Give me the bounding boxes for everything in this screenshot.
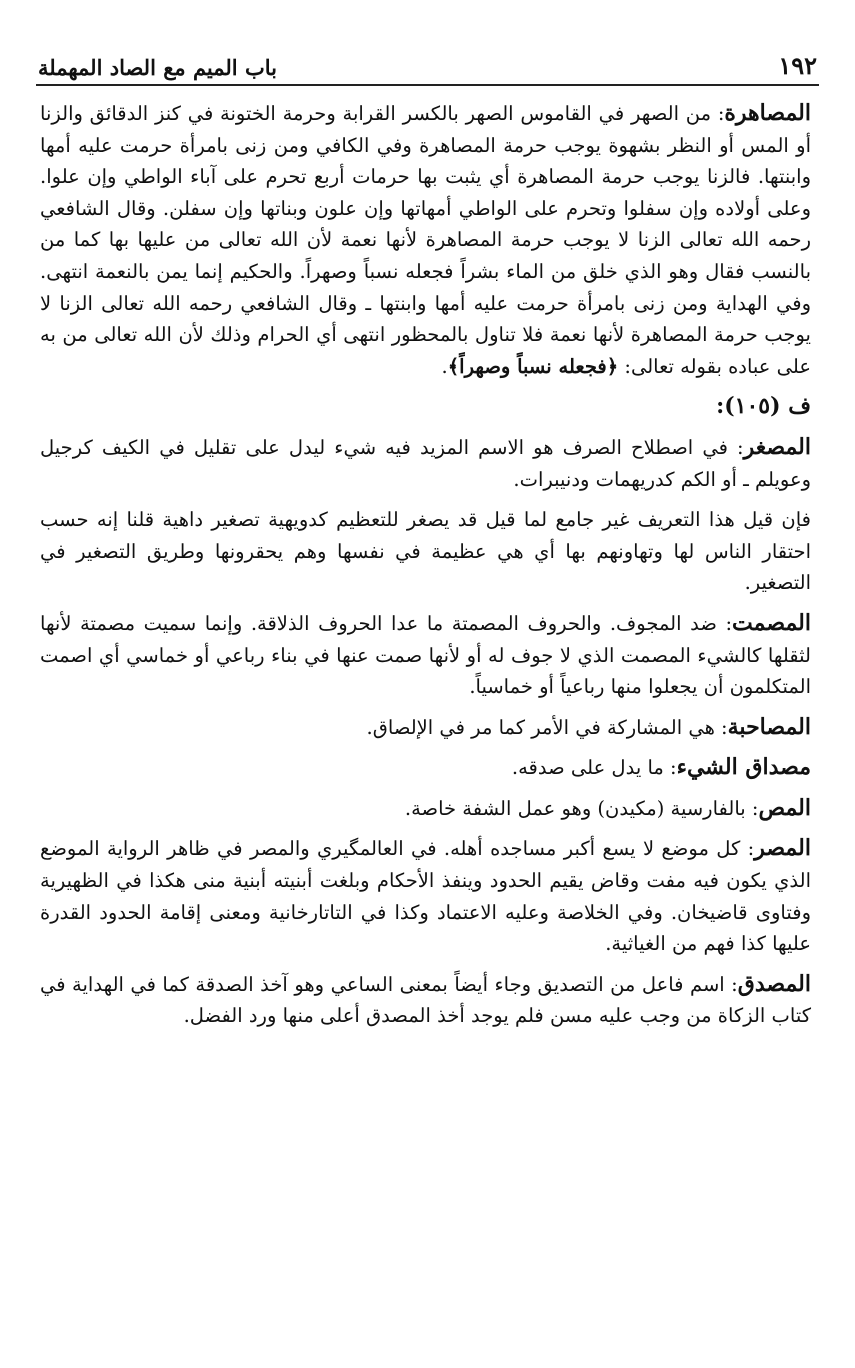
entry-text: اسم فاعل من التصديق وجاء أيضاً بمعنى الساعي وهو آخذ الصدقة كما في الهداية في كتاب الزكاة من وجب عليه مسن فلم يوجد أخذ المصدق أعلى منها ورد الفضل. <box>40 972 811 1028</box>
page-header <box>38 40 817 80</box>
entry-musaddiq <box>40 969 811 1032</box>
entry-text: من الصهر في القاموس الصهر بالكسر القرابة وحرمة الختونة في كنز الدقائق والزنا أو المس أو النظر بشهوة يوجب حرمة المصاهرة وفي الكافي ومن زنى بامرأة حرمت عليه أمها وابنتها. فالزنا يوجب حرمة المصاهرة أي يثبت بها حرمات أربع تحرم على آباء الواطي وإن علوا. وعلى أولاده وإن سفلوا وتحرم على الواطي أمهاتها وإن علون وبناتها وإن سفلن. وقال الشافعي رحمه الله تعالى الزنا لا يوجب حرمة المصاهرة لأنها نعمة لأن الله تعالى من عليها بها كما من بالنسب فقال وهو الذي خلق من الماء بشراً فجعله نسباً وصهراً. والحكيم إنما يمن بالنعمة انتهى. وفي الهداية ومن زنى بامرأة حرمت عليه أمها وابنتها ـ وقال الشافعي رحمه الله تعالى الزنا لا يوجب حرمة المصاهرة لأنها نعمة فلا تناول بالمحظور انتهى أي الحرام وذلك لأن الله تعالى من به على عباده بقوله تعالى: <box>40 102 811 378</box>
entry-musmat <box>40 608 811 703</box>
entry-text: ما يدل على صدقه. <box>511 756 664 780</box>
entry-separator: : <box>740 837 755 861</box>
entry-separator: : <box>663 756 677 780</box>
entry-separator: : <box>711 102 725 125</box>
entry-mass <box>40 793 811 825</box>
entry-term: المصر <box>754 835 811 862</box>
entry-text: هي المشاركة في الأمر كما مر في الإلصاق. <box>366 715 715 739</box>
entry-text: في اصطلاح الصرف هو الاسم المزيد فيه شيء ليدل على تقليل في الكيف كرجيل وعويلم ـ أو الكم كدريهمات ودنيبرات. <box>40 435 811 491</box>
page-number: ١٩٢ <box>778 51 817 80</box>
entry-text: فإن قيل هذا التعريف غير جامع لما قيل قد يصغر للتعظيم كدويهية تصغير داهية قلنا إنه حسب احتقار الناس لها وتهاونهم بها أي هي عظيمة في نفسها وهم يحقرونها وطريق التصغير في التصغير. <box>40 508 811 595</box>
entry-separator: : <box>716 611 733 635</box>
header-rule <box>36 84 819 86</box>
entry-musahara <box>40 98 811 382</box>
entry-term: المصاهرة <box>724 100 811 126</box>
entry-text: كل موضع لا يسع أكبر مساجده أهله. في العالمگيري والمصر في ظاهر الرواية الموضع الذي يكون فيه مفت وقاض يقيم الحدود وينفذ الأحكام وبلغت أبنيته أبنية منى هكذا في الظهيرية وفتاوى قاضيخان. وفي الخلاصة وعليه الاعتماد وكذا في التاتارخانية ومعنى إقامة الحدود القدرة عليها كذا فهم من الغياثية. <box>40 837 811 956</box>
quran-quote: ﴿فجعله نسباً وصهراً﴾ <box>447 354 619 378</box>
entry-term: المصاحبة <box>727 713 811 740</box>
entry-misr <box>40 833 811 959</box>
section-heading <box>40 391 811 423</box>
entry-separator: : <box>724 972 738 996</box>
entry-tail: . <box>441 354 448 378</box>
entry-separator: : <box>745 796 759 820</box>
entry-separator: : <box>714 715 728 739</box>
entry-text: ضد المجوف. والحروف المصمتة ما عدا الحروف الذلاقة. وإنما سميت مصمتة لأنها لثقلها كالشيء المصمت الذي لا جوف له أو لأنها صمت عنها في بناء رباعي أو خماسي أي اصمت المتكلمون أن يجعلوا منها رباعياً أو خماسياً. <box>40 611 811 699</box>
entry-misdaq <box>40 752 811 784</box>
entry-musaghar <box>40 432 811 495</box>
entry-musahaba <box>40 712 811 744</box>
section-number: ف (١٠٥): <box>716 393 811 420</box>
entry-term: المص <box>758 794 811 821</box>
entry-text: بالفارسية (مكيدن) وهو عمل الشفة خاصة. <box>404 796 746 820</box>
entry-term: المصمت <box>732 609 811 636</box>
entry-separator: : <box>727 435 744 459</box>
entry-term: المصغر <box>743 433 811 460</box>
entry-term: المصدق <box>737 970 811 997</box>
entry-musaghar-note <box>40 504 811 599</box>
page-content <box>40 98 811 1041</box>
entry-term: مصداق الشيء <box>676 754 811 781</box>
running-title: باب الميم مع الصاد المهملة <box>38 55 277 80</box>
